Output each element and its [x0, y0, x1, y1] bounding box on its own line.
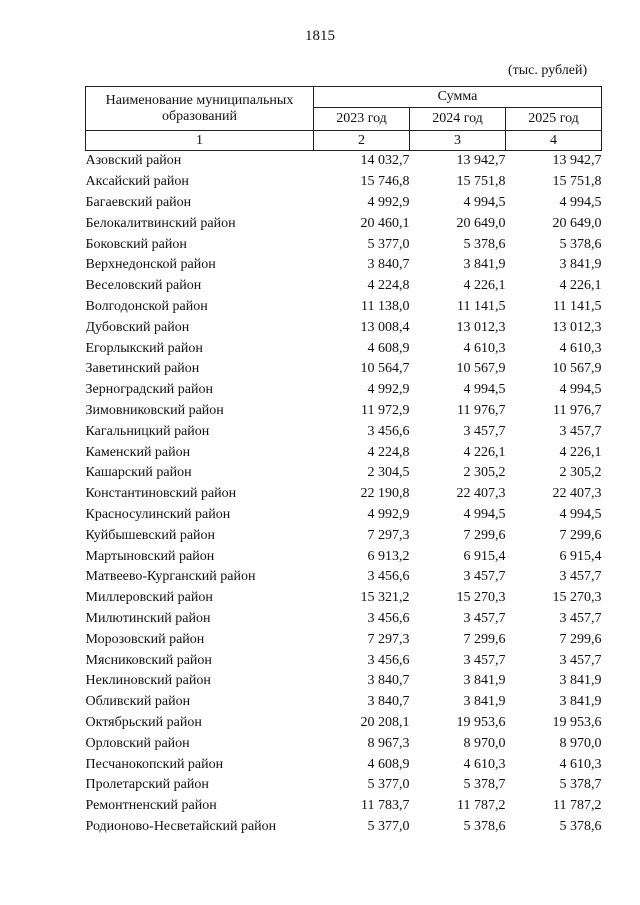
amount-2025: 4 610,3 — [559, 340, 602, 356]
header-year-2023: 2023 год — [314, 108, 410, 131]
amount-2023: 5 377,0 — [367, 777, 410, 793]
municipality-name: Боковский район — [85, 236, 187, 252]
amount-2023: 3 456,6 — [367, 610, 410, 626]
municipality-name: Константиновский район — [85, 486, 237, 502]
amount-2023: 3 840,7 — [367, 257, 410, 273]
amount-2023: 3 456,6 — [367, 652, 410, 668]
amount-2024: 6 915,4 — [463, 548, 506, 564]
municipality-name: Дубовский район — [85, 319, 190, 335]
amount-2025: 6 915,4 — [559, 548, 602, 564]
table-row — [86, 692, 602, 713]
table-row — [86, 317, 602, 338]
amount-2024: 5 378,6 — [463, 818, 506, 834]
municipality-name: Веселовский район — [85, 278, 202, 294]
header-index-3: 3 — [410, 131, 506, 151]
municipality-name: Пролетарский район — [85, 777, 209, 793]
amount-2025: 20 649,0 — [552, 215, 602, 231]
table-row — [86, 213, 602, 234]
municipality-name: Аксайский район — [85, 174, 189, 190]
amount-2024: 11 141,5 — [457, 298, 506, 314]
amount-2024: 11 976,7 — [457, 402, 506, 418]
amount-2024: 2 305,2 — [463, 465, 506, 481]
table-row — [86, 671, 602, 692]
budget-table — [85, 86, 602, 837]
amount-2025: 11 787,2 — [553, 798, 602, 814]
amount-2025: 3 457,7 — [559, 569, 602, 585]
table-row — [86, 297, 602, 318]
amount-2024: 5 378,7 — [463, 777, 506, 793]
municipality-name: Матвеево-Курганский район — [85, 569, 256, 585]
amount-2023: 4 224,8 — [367, 444, 410, 460]
amount-2025: 11 976,7 — [553, 402, 602, 418]
municipality-name: Миллеровский район — [85, 590, 213, 606]
table-row — [86, 567, 602, 588]
amount-2023: 20 460,1 — [360, 215, 410, 231]
amount-2025: 4 994,5 — [559, 382, 602, 398]
municipality-name: Неклиновский район — [85, 673, 211, 689]
amount-2023: 14 032,7 — [360, 153, 410, 169]
table-row — [86, 359, 602, 380]
amount-2025: 4 994,5 — [559, 506, 602, 522]
municipality-name: Родионово-Несветайский район — [85, 818, 277, 834]
amount-2023: 11 138,0 — [361, 298, 410, 314]
amount-2023: 3 456,6 — [367, 423, 410, 439]
table-row — [86, 401, 602, 422]
table-header — [86, 87, 602, 151]
table-row — [86, 817, 602, 838]
table-row — [86, 338, 602, 359]
amount-2023: 4 608,9 — [367, 340, 410, 356]
amount-2023: 3 840,7 — [367, 673, 410, 689]
amount-2025: 5 378,6 — [559, 818, 602, 834]
municipality-name: Каменский район — [85, 444, 191, 460]
table-row — [86, 172, 602, 193]
municipality-name: Заветинский район — [85, 361, 200, 377]
amount-2025: 15 751,8 — [552, 174, 602, 190]
amount-2023: 10 564,7 — [360, 361, 410, 377]
table-row — [86, 151, 602, 172]
amount-2025: 3 841,9 — [559, 694, 602, 710]
amount-2025: 2 305,2 — [559, 465, 602, 481]
header-year-2024: 2024 год — [410, 108, 506, 131]
municipality-name: Октябрьский район — [85, 714, 202, 730]
amount-2024: 3 457,7 — [463, 569, 506, 585]
municipality-name: Верхнедонской район — [85, 257, 216, 273]
amount-2024: 7 299,6 — [463, 631, 506, 647]
municipality-name: Милютинский район — [85, 610, 211, 626]
header-index-2: 2 — [314, 131, 410, 151]
municipality-name: Песчанокопский район — [85, 756, 224, 772]
amount-2025: 5 378,6 — [559, 236, 602, 252]
table-row — [86, 754, 602, 775]
table-row — [86, 234, 602, 255]
amount-2024: 3 841,9 — [463, 694, 506, 710]
header-sum: Сумма — [314, 87, 602, 108]
table-row — [86, 505, 602, 526]
header-row-top — [86, 87, 602, 108]
amount-2025: 7 299,6 — [559, 631, 602, 647]
amount-2023: 11 972,9 — [361, 402, 410, 418]
amount-2025: 13 012,3 — [552, 319, 602, 335]
table-row — [86, 546, 602, 567]
table-row — [86, 421, 602, 442]
amount-2023: 11 783,7 — [361, 798, 410, 814]
amount-2023: 4 608,9 — [367, 756, 410, 772]
municipality-name: Зимовниковский район — [85, 402, 224, 418]
amount-2024: 3 457,7 — [463, 423, 506, 439]
header-index-4: 4 — [506, 131, 602, 151]
municipality-name: Волгодонской район — [85, 298, 208, 314]
amount-2023: 6 913,2 — [367, 548, 410, 564]
municipality-name: Орловский район — [85, 735, 190, 751]
amount-2024: 11 787,2 — [457, 798, 506, 814]
amount-2024: 4 226,1 — [463, 278, 506, 294]
amount-2025: 11 141,5 — [553, 298, 602, 314]
amount-2025: 15 270,3 — [552, 590, 602, 606]
amount-2024: 15 270,3 — [456, 590, 506, 606]
table-row — [86, 255, 602, 276]
amount-2024: 8 970,0 — [463, 735, 506, 751]
header-index-1: 1 — [86, 131, 314, 151]
amount-2025: 7 299,6 — [559, 527, 602, 543]
amount-2024: 20 649,0 — [456, 215, 506, 231]
amount-2024: 19 953,6 — [456, 714, 506, 730]
municipality-name: Мартыновский район — [85, 548, 215, 564]
table-row — [86, 775, 602, 796]
municipality-name: Обливский район — [85, 694, 191, 710]
amount-2023: 13 008,4 — [360, 319, 410, 335]
amount-2025: 3 841,9 — [559, 257, 602, 273]
amount-2023: 3 456,6 — [367, 569, 410, 585]
amount-2024: 3 457,7 — [463, 610, 506, 626]
amount-2023: 7 297,3 — [367, 527, 410, 543]
amount-2024: 22 407,3 — [456, 486, 506, 502]
municipality-name: Егорлыкский район — [85, 340, 203, 356]
amount-2023: 4 992,9 — [367, 194, 410, 210]
table-row — [86, 442, 602, 463]
amount-2024: 3 457,7 — [463, 652, 506, 668]
municipality-name: Морозовский район — [85, 631, 205, 647]
table-row — [86, 588, 602, 609]
municipality-name: Куйбышевский район — [85, 527, 216, 543]
amount-2023: 4 992,9 — [367, 382, 410, 398]
amount-2025: 4 226,1 — [559, 278, 602, 294]
table-row — [86, 525, 602, 546]
table-row — [86, 380, 602, 401]
amount-2025: 3 457,7 — [559, 423, 602, 439]
municipality-name: Мясниковский район — [85, 652, 212, 668]
municipality-name: Багаевский район — [85, 194, 192, 210]
amount-2024: 3 841,9 — [463, 673, 506, 689]
amount-2024: 7 299,6 — [463, 527, 506, 543]
amount-2023: 2 304,5 — [367, 465, 410, 481]
table-row — [86, 629, 602, 650]
amount-2024: 3 841,9 — [463, 257, 506, 273]
amount-2023: 4 224,8 — [367, 278, 410, 294]
amount-2025: 13 942,7 — [552, 153, 602, 169]
amount-2025: 4 610,3 — [559, 756, 602, 772]
amount-2023: 5 377,0 — [367, 818, 410, 834]
amount-2025: 22 407,3 — [552, 486, 602, 502]
header-year-2025: 2025 год — [506, 108, 602, 131]
amount-2023: 8 967,3 — [367, 735, 410, 751]
amount-2025: 8 970,0 — [559, 735, 602, 751]
amount-2024: 4 994,5 — [463, 194, 506, 210]
amount-2023: 15 746,8 — [360, 174, 410, 190]
amount-2025: 3 457,7 — [559, 610, 602, 626]
amount-2023: 4 992,9 — [367, 506, 410, 522]
amount-2024: 13 012,3 — [456, 319, 506, 335]
table-body — [86, 151, 602, 838]
table-row — [86, 733, 602, 754]
table-row — [86, 650, 602, 671]
amount-2024: 4 226,1 — [463, 444, 506, 460]
municipality-name: Ремонтненский район — [85, 798, 217, 814]
amount-2025: 5 378,7 — [559, 777, 602, 793]
amount-2024: 4 994,5 — [463, 382, 506, 398]
table-row — [86, 796, 602, 817]
amount-2024: 4 610,3 — [463, 756, 506, 772]
table-row — [86, 713, 602, 734]
municipality-name: Зерноградский район — [85, 382, 213, 398]
table-row — [86, 276, 602, 297]
municipality-name: Кашарский район — [85, 465, 192, 481]
amount-2024: 5 378,6 — [463, 236, 506, 252]
municipality-name: Азовский район — [85, 153, 182, 169]
table-row — [86, 193, 602, 214]
table-row — [86, 463, 602, 484]
amount-2023: 15 321,2 — [360, 590, 410, 606]
amount-2025: 3 457,7 — [559, 652, 602, 668]
amount-2023: 7 297,3 — [367, 631, 410, 647]
amount-2025: 4 994,5 — [559, 194, 602, 210]
table-row — [86, 484, 602, 505]
amount-2025: 3 841,9 — [559, 673, 602, 689]
amount-2023: 20 208,1 — [360, 714, 410, 730]
municipality-name: Кагальницкий район — [85, 423, 210, 439]
municipality-name: Белокалитвинский район — [85, 215, 236, 231]
units-note: (тыс. рублей) — [508, 63, 588, 78]
amount-2025: 4 226,1 — [559, 444, 602, 460]
header-municipality-name: Наименование муниципальных образований — [86, 87, 314, 131]
amount-2025: 10 567,9 — [552, 361, 602, 377]
municipality-name: Красносулинский район — [85, 506, 231, 522]
header-row-indices — [86, 131, 602, 151]
amount-2024: 4 610,3 — [463, 340, 506, 356]
table-row — [86, 609, 602, 630]
amount-2024: 13 942,7 — [456, 153, 506, 169]
amount-2023: 3 840,7 — [367, 694, 410, 710]
amount-2024: 10 567,9 — [456, 361, 506, 377]
amount-2025: 19 953,6 — [552, 714, 602, 730]
amount-2024: 15 751,8 — [456, 174, 506, 190]
amount-2024: 4 994,5 — [463, 506, 506, 522]
page-number: 1815 — [305, 28, 335, 44]
amount-2023: 22 190,8 — [360, 486, 410, 502]
amount-2023: 5 377,0 — [367, 236, 410, 252]
